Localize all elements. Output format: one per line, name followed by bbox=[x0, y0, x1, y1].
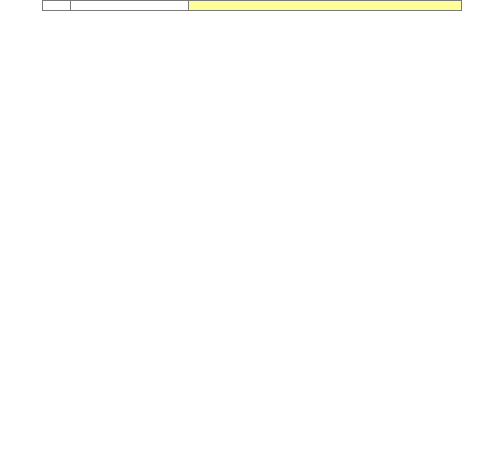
table-row bbox=[43, 1, 462, 11]
row-label bbox=[71, 1, 189, 11]
row-number bbox=[43, 1, 71, 11]
product-info-table bbox=[42, 0, 462, 11]
safety-instructions bbox=[189, 1, 462, 11]
